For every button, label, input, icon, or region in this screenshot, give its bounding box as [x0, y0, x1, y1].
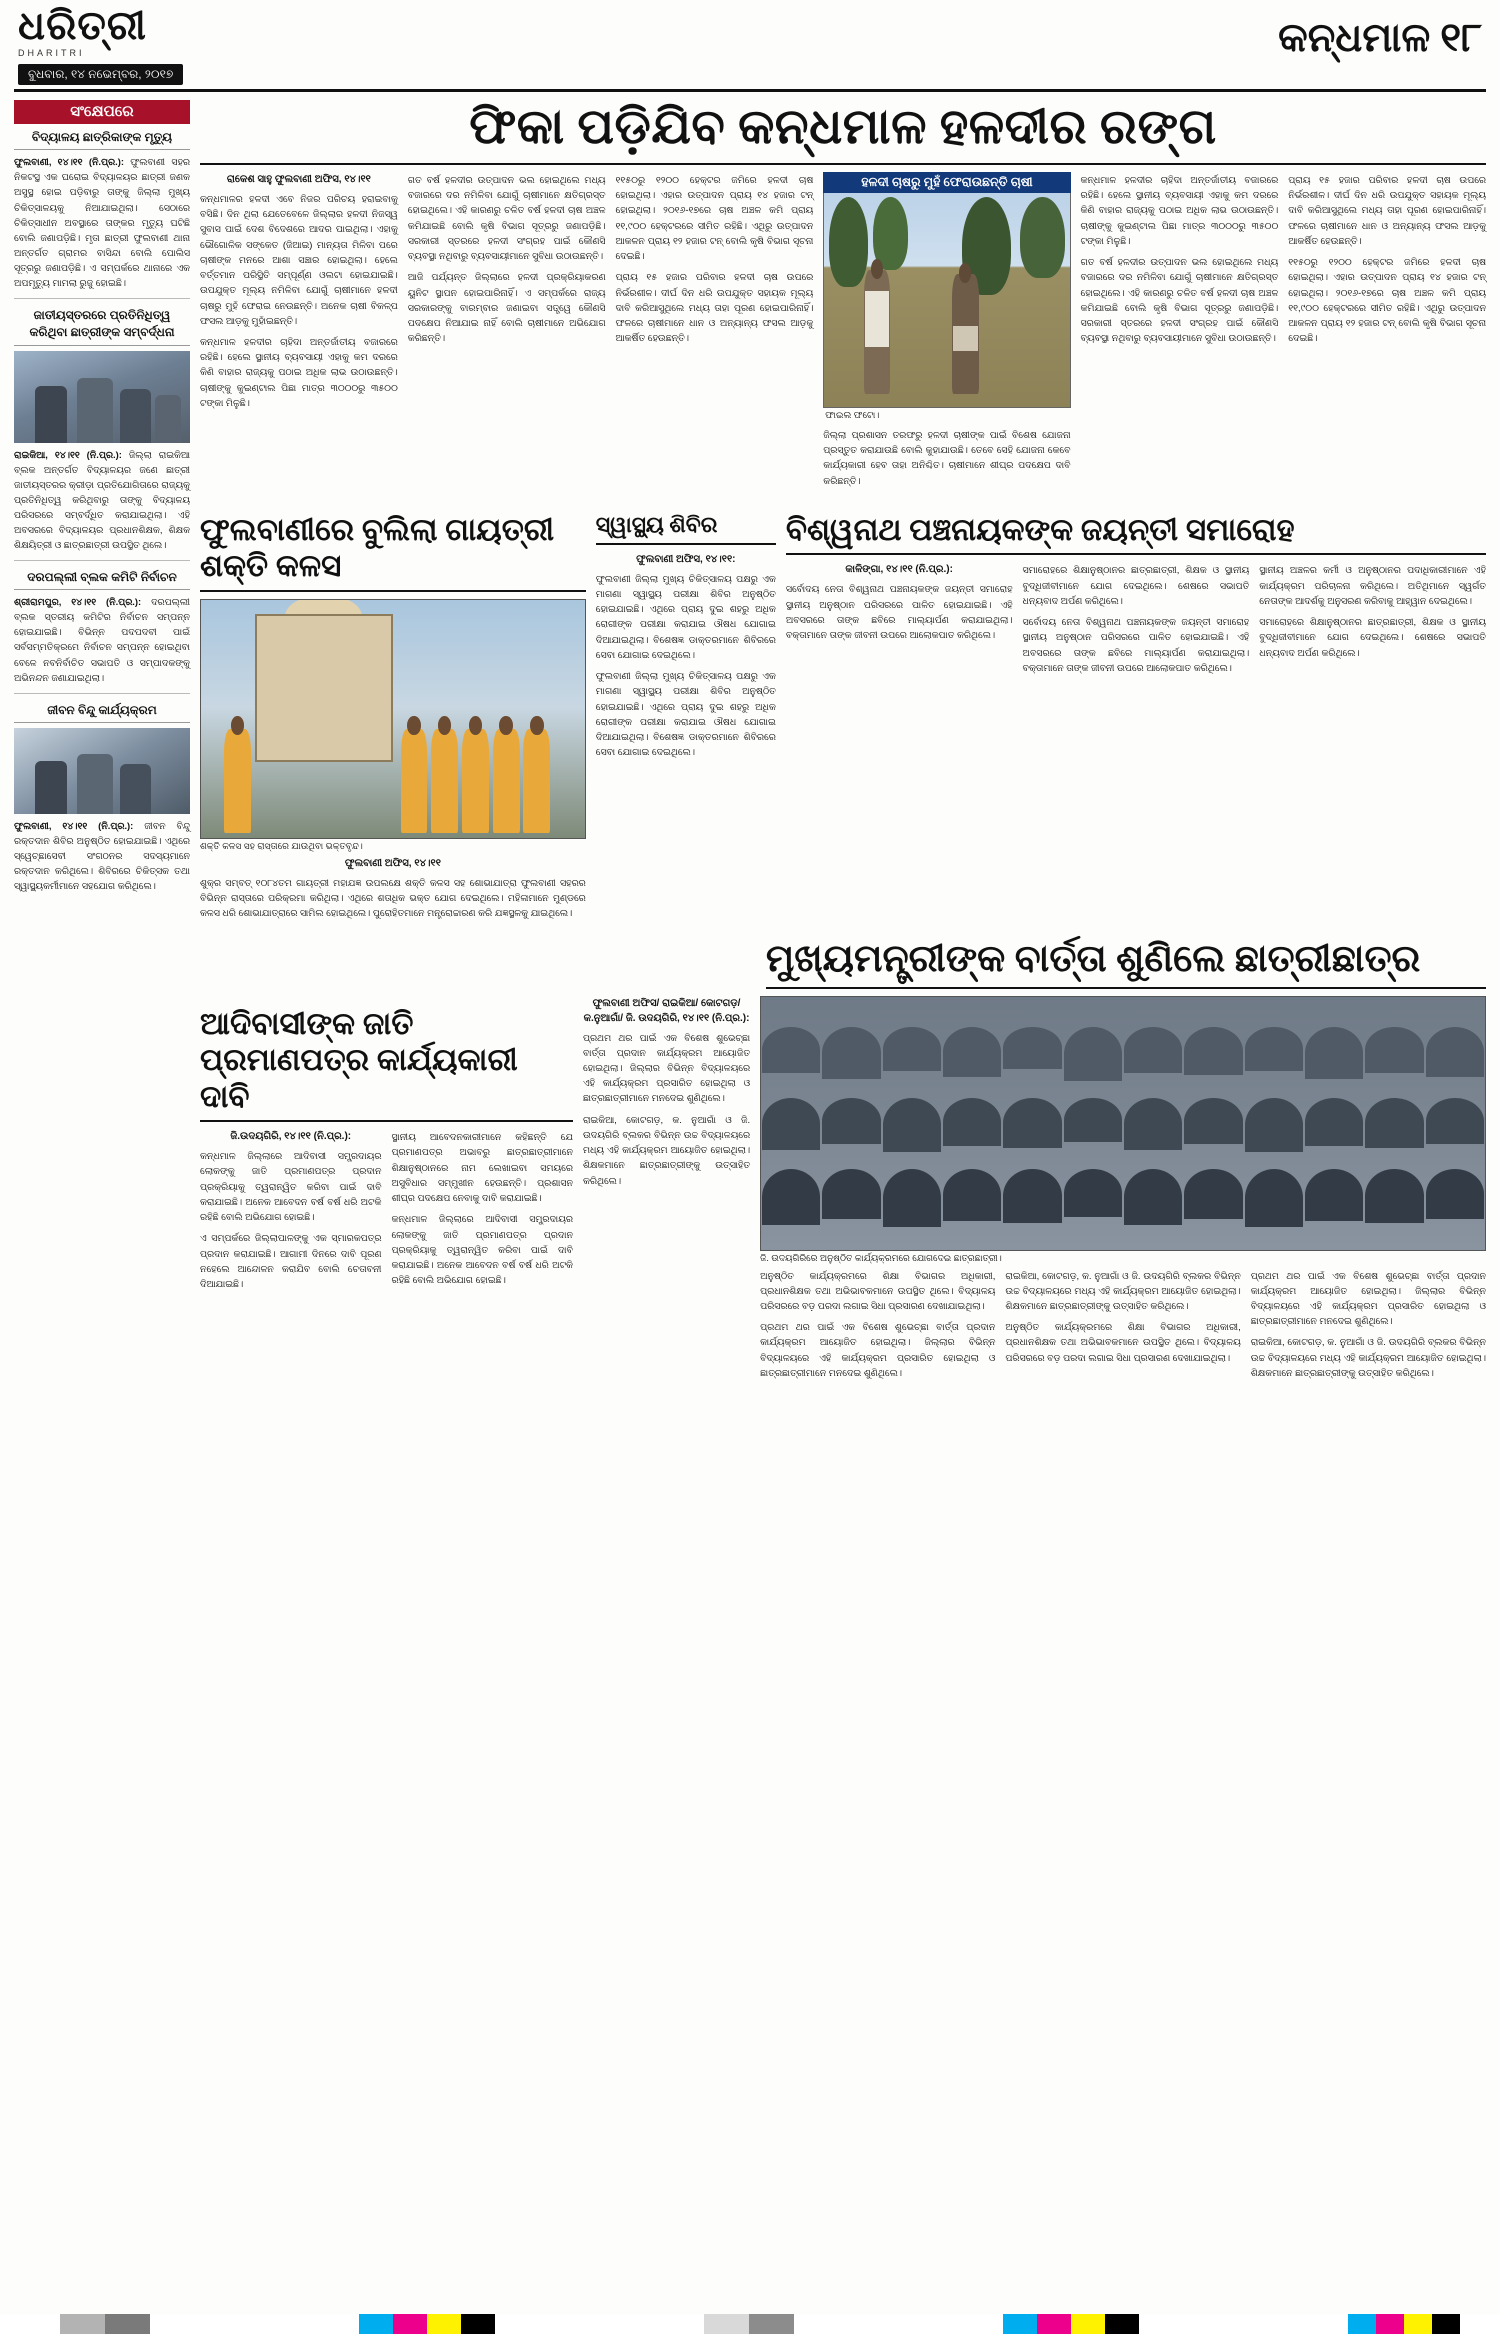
sidebar-briefs [14, 100, 190, 1386]
section-headline: ବିଶ୍ୱନାଥ ପଞ୍ଚନାୟକଙ୍କ ଜୟନ୍ତୀ ସମାରୋହ [786, 512, 1486, 556]
dateline: ଜି.ଉଦୟଗିରି, ୧୪।୧୧ (ନି.ପ୍ର.): [230, 1131, 352, 1143]
brief-dateline: ଫୁଲବାଣୀ, ୧୪।୧୧ (ନି.ପ୍ର.): [14, 156, 124, 168]
article-paragraph: ଏ ସମ୍ପର୍କରେ ଜିଲ୍ଲାପାଳଙ୍କୁ ଏକ ସ୍ମାରକପତ୍ର ପ୍ରଦାନ କରାଯାଇଛି। ଆଗାମୀ ଦିନରେ ଦାବି ପୂରଣ ନହେଲେ ଆନ୍ଦୋଳନ କରାଯିବ ବୋଲି ଚେତାବନୀ ଦିଆଯାଇଛି। [200, 1232, 382, 1290]
logo-text: ଧରିତ୍ରୀ [18, 3, 147, 48]
article-paragraph: ସର୍ବୋଦୟ ନେତା ବିଶ୍ୱନାଥ ପଞ୍ଚନାୟକଙ୍କ ଜୟନ୍ତୀ ସମାରୋହ ସ୍ଥାନୀୟ ଅନୁଷ୍ଠାନ ପରିସରରେ ପାଳିତ ହୋଇଯାଇଛି। ଏହି ଅବସରରେ ତାଙ୍କ ଛବିରେ ମାଲ୍ୟାର୍ପଣ କରାଯାଇଥିଲା। ବକ୍ତାମାନେ ତାଙ୍କ ଜୀବନୀ ଉପରେ ଆଲୋକପାତ କରିଥିଲେ। [785, 583, 1013, 641]
article-paragraph: ୧୧୫୦ରୁ ୧୨୦୦ ହେକ୍ଟର ଜମିରେ ହଳଦୀ ଚାଷ ହୋଇଥିଲା। ଏହାର ଉତ୍ପାଦନ ପ୍ରାୟ ୧୪ ହଜାର ଟନ୍ ହୋଇଥିଲା। ୨୦୧୬-୧୭ରେ ଚାଷ ଅଞ୍ଚଳ କମି ପ୍ରାୟ ୧୧,୯୦୦ ହେକ୍ଟରରେ ସୀମିତ ରହିଛି। ଏଥିରୁ ଉତ୍ପାଦନ ଆକଳନ ପ୍ରାୟ ୧୨ ହଜାର ଟନ୍ ବୋଲି କୃଷି ବିଭାଗ ସୂଚନା ଦେଇଛି। [615, 173, 814, 262]
brief-headline: ଦରପଲ୍ଲୀ ବ୍ଲକ କମିଟି ନିର୍ବାଚନ [14, 569, 190, 590]
article-paragraph: କନ୍ଧମାଳ ଜିଲ୍ଲାରେ ଆଦିବାସୀ ସମ୍ପ୍ରଦାୟର ଲୋକଙ୍କୁ ଜାତି ପ୍ରମାଣପତ୍ର ପ୍ରଦାନ ପ୍ରକ୍ରିୟାକୁ ତ୍ୱରାନ୍ୱିତ କରିବା ପାଇଁ ଦାବି କରାଯାଇଛି। ଅନେକ ଆବେଦନ ବର୍ଷ ବର୍ଷ ଧରି ଅଟକି ରହିଛି ବୋଲି ଅଭିଯୋଗ ହୋଇଛି। [391, 1213, 573, 1286]
photo-caption-top: ହଳଦୀ ଚାଷରୁ ମୁହଁ ଫେରାଉଛନ୍ତି ଚାଷୀ [823, 172, 1070, 193]
section-headline: ମୁଖ୍ୟମନ୍ତ୍ରୀଙ୍କ ବାର୍ତ୍ତା ଶୁଣିଲେ ଛାତ୍ରୀଛାତ୍ର [766, 937, 1486, 989]
section-headline: ଫୁଲବାଣୀରେ ବୁଲିଲା ଗାୟତ୍ରୀ ଶକ୍ତି କଳସ [200, 512, 586, 592]
sidebar-title: ସଂକ୍ଷେପରେ [14, 100, 190, 124]
section-gayatri [200, 502, 586, 927]
brief-text: ଫୁଲବାଣୀ ସହର ନିକଟସ୍ଥ ଏକ ଘରୋଇ ବିଦ୍ୟାଳୟର ଛାତ୍ରୀ ଜଣକ ଅସୁସ୍ଥ ହୋଇ ପଡ଼ିବାରୁ ତାଙ୍କୁ ଜିଲ୍ଲା ମୁଖ୍ୟ ଚିକିତ୍ସାଳୟକୁ ନିଆଯାଇଥିଲା। ସେଠାରେ ଚିକିତ୍ସାଧୀନ ଅବସ୍ଥାରେ ତାଙ୍କର ମୃତ୍ୟୁ ଘଟିଛି ବୋଲି ଜଣାପଡ଼ିଛି। ମୃତା ଛାତ୍ରୀ ଫୁଲବାଣୀ ଥାନା ଅନ୍ତର୍ଗତ ଗ୍ରାମର ବାସିନ୍ଦା ବୋଲି ପୋଲିସ ସୂତ୍ରରୁ ଜଣାପଡ଼ିଛି। ଏ ସମ୍ପର୍କରେ ଥାନାରେ ଏକ ଅପମୃତ୍ୟୁ ମାମଲା ରୁଜୁ ହୋଇଛି। [14, 156, 191, 288]
article-paragraph: ଗତ ବର୍ଷ ହଳଦୀର ଉତ୍ପାଦନ ଭଲ ହୋଇଥିଲେ ମଧ୍ୟ ବଜାରରେ ଦର ନମିଳିବା ଯୋଗୁଁ ଚାଷୀମାନେ କ୍ଷତିଗ୍ରସ୍ତ ହୋଇଥିଲେ। ଏହି କାରଣରୁ ଚଳିତ ବର୍ଷ ହଳଦୀ ଚାଷ ଅଞ୍ଚଳ କମିଯାଇଛି ବୋଲି କୃଷି ବିଭାଗ ସୂତ୍ରରୁ ଜଣାପଡ଼ିଛି। ସରକାରୀ ସ୍ତରରେ ହଳଦୀ ସଂଗ୍ରହ ପାଇଁ କୌଣସି ବ୍ୟବସ୍ଥା ନଥିବାରୁ ବ୍ୟବସାୟୀମାନେ ସୁବିଧା ଉଠାଉଛନ୍ତି। [407, 173, 606, 262]
lead-story [200, 172, 1486, 494]
publication-date: ବୁଧବାର, ୧୪ ନଭେମ୍ବର, ୨୦୧୭ [18, 64, 183, 85]
section-adivasi [200, 996, 573, 1387]
photo-caption-bottom: ଫାଇଲ ଫଟୋ। [825, 409, 880, 420]
article-paragraph: ଶୁକ୍ର ସମ୍ବତ୍ ୧୦୮୪ତମ ଗାୟତ୍ରୀ ମହାଯଜ୍ଞ ଉପଲକ୍ଷେ ଶକ୍ତି କଳସ ସହ ଶୋଭାଯାତ୍ରା ଫୁଲବାଣୀ ସହରର ବିଭିନ୍ନ ରାସ୍ତାରେ ପରିକ୍ରମା କରିଥିଲା। ଏଥିରେ ଶତାଧିକ ଭକ୍ତ ଯୋଗ ଦେଇଥିଲେ। ମହିଳାମାନେ ମୁଣ୍ଡରେ କଳସ ଧରି ଶୋଭାଯାତ୍ରାରେ ସାମିଲ ହୋଇଥିଲେ। ପୁରୋହିତମାନେ ମନ୍ତ୍ରୋଚ୍ଚାରଣ କରି ଯଜ୍ଞସ୍ଥଳକୁ ଯାଇଥିଲେ। [200, 876, 586, 919]
lead-headline: ଫିକା ପଡ଼ିଯିବ କନ୍ଧମାଳ ହଳଦୀର ରଙ୍ଗ [200, 100, 1486, 165]
turmeric-farmers-photo [823, 193, 1070, 408]
print-registration-bar [0, 2314, 1500, 2334]
article-paragraph: ସମାରୋହରେ ଶିକ୍ଷାନୁଷ୍ଠାନର ଛାତ୍ରଛାତ୍ରୀ, ଶିକ୍ଷକ ଓ ସ୍ଥାନୀୟ ବୁଦ୍ଧିଜୀବୀମାନେ ଯୋଗ ଦେଇଥିଲେ। ଶେଷରେ ସଭାପତି ଧନ୍ୟବାଦ ଅର୍ପଣ କରିଥିଲେ। [1022, 564, 1250, 606]
article-paragraph: ପ୍ରଥମ ଥର ପାଇଁ ଏକ ବିଶେଷ ଶୁଭେଚ୍ଛା ବାର୍ତ୍ତା ପ୍ରଦାନ କାର୍ଯ୍ୟକ୍ରମ ଆୟୋଜିତ ହୋଇଥିଲା। ଜିଲ୍ଲାର ବିଭିନ୍ନ ବିଦ୍ୟାଳୟରେ ଏହି କାର୍ଯ୍ୟକ୍ରମ ପ୍ରସାରିତ ହୋଇଥିଲା ଓ ଛାତ୍ରଛାତ୍ରୀମାନେ ମନଦେଇ ଶୁଣିଥିଲେ। [1250, 1269, 1486, 1327]
article-paragraph: ପ୍ରଥମ ଥର ପାଇଁ ଏକ ବିଶେଷ ଶୁଭେଚ୍ଛା ବାର୍ତ୍ତା ପ୍ରଦାନ କାର୍ଯ୍ୟକ୍ରମ ଆୟୋଜିତ ହୋଇଥିଲା। ଜିଲ୍ଲାର ବିଭିନ୍ନ ବିଦ୍ୟାଳୟରେ ଏହି କାର୍ଯ୍ୟକ୍ରମ ପ୍ରସାରିତ ହୋଇଥିଲା ଓ ଛାତ୍ରଛାତ୍ରୀମାନେ ମନଦେଇ ଶୁଣିଥିଲେ। [760, 1321, 996, 1378]
article-paragraph: ଅନୁଷ୍ଠିତ କାର୍ଯ୍ୟକ୍ରମରେ ଶିକ୍ଷା ବିଭାଗର ଅଧିକାରୀ, ପ୍ରଧାନଶିକ୍ଷକ ତଥା ଅଭିଭାବକମାନେ ଉପସ୍ଥିତ ଥିଲେ। ବିଦ୍ୟାଳୟ ପରିସରରେ ବଡ଼ ପରଦା ଲଗାଇ ସିଧା ପ୍ରସାରଣ ଦେଖାଯାଇଥିଲା। [760, 1269, 996, 1311]
article-paragraph: ଜିଲ୍ଲା ପ୍ରଶାସନ ତରଫରୁ ହଳଦୀ ଚାଷୀଙ୍କ ପାଇଁ ବିଶେଷ ଯୋଜନା ପ୍ରସ୍ତୁତ କରାଯାଉଛି ବୋଲି କୁହାଯାଉଛି। ତେବେ ସେହି ଯୋଜନା କେବେ କାର୍ଯ୍ୟକାରୀ ହେବ ତାହା ଅନିଶ୍ଚିତ। ଚାଷୀମାନେ ଶୀଘ୍ର ପଦକ୍ଷେପ ଦାବି କରିଛନ୍ତି। [823, 428, 1071, 486]
brief-item [14, 129, 190, 290]
divider [14, 693, 190, 694]
lead-photo-block [823, 172, 1070, 421]
divider [14, 298, 190, 299]
article-paragraph: ପ୍ରାୟ ୧୫ ହଜାର ପରିବାର ହଳଦୀ ଚାଷ ଉପରେ ନିର୍ଭରଶୀଳ। ଦୀର୍ଘ ଦିନ ଧରି ଉପଯୁକ୍ତ ସହାୟକ ମୂଲ୍ୟ ଦାବି କରିଆସୁଥିଲେ ମଧ୍ୟ ତାହା ପୂରଣ ହୋଇପାରିନାହିଁ। ଫଳରେ ଚାଷୀମାନେ ଧାନ ଓ ଅନ୍ୟାନ୍ୟ ଫସଲ ଆଡ଼କୁ ଆକର୍ଷିତ ହେଉଛନ୍ତି। [615, 271, 814, 344]
brief-item [14, 307, 190, 552]
article-paragraph: ରାଇକିଆ, କୋଟଗଡ଼, କ. ନୁଆଗାଁ ଓ ଜି. ଉଦୟଗିରି ବ୍ଲକର ବିଭିନ୍ନ ଉଚ୍ଚ ବିଦ୍ୟାଳୟରେ ମଧ୍ୟ ଏହି କାର୍ଯ୍ୟକ୍ରମ ଆୟୋଜିତ ହୋଇଥିଲା। ଶିକ୍ଷକମାନେ ଛାତ୍ରଛାତ୍ରୀଙ୍କୁ ଉତ୍ସାହିତ କରିଥିଲେ। [582, 1113, 751, 1186]
section-headline: ଆଦିବାସୀଙ୍କ ଜାତି ପ୍ରମାଣପତ୍ର କାର୍ଯ୍ୟକାରୀ ଦାବି [200, 1006, 573, 1123]
article-paragraph: ସ୍ଥାନୀୟ ଅଞ୍ଚଳର କର୍ମୀ ଓ ଅନୁଷ୍ଠାନର ପଦାଧିକାରୀମାନେ ଏହି କାର୍ଯ୍ୟକ୍ରମ ପରିଚାଳନା କରିଥିଲେ। ଅତିଥିମାନେ ସ୍ୱର୍ଗତ ନେତାଙ୍କ ଆଦର୍ଶକୁ ଅନୁସରଣ କରିବାକୁ ଆହ୍ୱାନ ଦେଇଥିଲେ। [1259, 564, 1486, 606]
dateline: ଫୁଲବାଣୀ ଅଫିସ, ୧୪।୧୧ [344, 857, 441, 869]
second-band [200, 502, 1486, 927]
article-paragraph: ଗତ ବର୍ଷ ହଳଦୀର ଉତ୍ପାଦନ ଭଲ ହୋଇଥିଲେ ମଧ୍ୟ ବଜାରରେ ଦର ନମିଳିବା ଯୋଗୁଁ ଚାଷୀମାନେ କ୍ଷତିଗ୍ରସ୍ତ ହୋଇଥିଲେ। ଏହି କାରଣରୁ ଚଳିତ ବର୍ଷ ହଳଦୀ ଚାଷ ଅଞ୍ଚଳ କମିଯାଇଛି ବୋଲି କୃଷି ବିଭାଗ ସୂତ୍ରରୁ ଜଣାପଡ଼ିଛି। ସରକାରୀ ସ୍ତରରେ ହଳଦୀ ସଂଗ୍ରହ ପାଇଁ କୌଣସି ବ୍ୟବସ୍ଥା ନଥିବାରୁ ବ୍ୟବସାୟୀମାନେ ସୁବିଧା ଉଠାଉଛନ୍ତି। [1080, 256, 1279, 344]
main-content [200, 100, 1486, 1386]
dateline: ଫୁଲବାଣୀ ଅଫିସ/ ରାଇକିଆ/ କୋଟଗଡ଼/ କ.ନୁଆଗାଁ/ ଜି. ଉଦୟଗିରି, ୧୪।୧୧ (ନି.ପ୍ର.): [583, 997, 750, 1024]
dateline: କାଳିଙ୍ଗା, ୧୪।୧୧ (ନି.ପ୍ର.): [845, 564, 953, 576]
section-swasthya [596, 502, 776, 927]
brief-item [14, 569, 190, 685]
photo-caption: ଜି. ଉଦୟଗିରିରେ ଅନୁଷ୍ଠିତ କାର୍ଯ୍ୟକ୍ରମରେ ଯୋଗଦେଇ ଛାତ୍ରଛାତ୍ରୀ। [760, 1252, 1002, 1263]
article-paragraph: ଆଜି ପର୍ଯ୍ୟନ୍ତ ଜିଲ୍ଲାରେ ହଳଦୀ ପ୍ରକ୍ରିୟାକରଣ ୟୁନିଟ ସ୍ଥାପନ ହୋଇପାରିନାହିଁ। ଏ ସମ୍ପର୍କରେ ରାଜ୍ୟ ସରକାରଙ୍କୁ ବାରମ୍ବାର ଜଣାଇବା ସତ୍ତ୍ୱେ କୌଣସି ପଦକ୍ଷେପ ନିଆଯାଇ ନାହିଁ ବୋଲି ଚାଷୀମାନେ ଅଭିଯୋଗ କରିଛନ୍ତି। [407, 271, 606, 344]
brief-dateline: ଫୁଲବାଣୀ, ୧୪।୧୧ (ନି.ପ୍ର.): [14, 819, 134, 831]
brief-text: ଦରପଲ୍ଲୀ ବ୍ଲକ ସ୍ତରୀୟ କମିଟିର ନିର୍ବାଚନ ସମ୍ପନ୍ନ ହୋଇଯାଇଛି। ବିଭିନ୍ନ ପଦପଦବୀ ପାଇଁ ସର୍ବସମ୍ମତିକ୍ରମେ ନିର୍ବାଚନ ସମ୍ପନ୍ନ ହୋଇଥିବା ବେଳେ ନବନିର୍ବାଚିତ ସଭାପତି ଓ ସମ୍ପାଦକଙ୍କୁ ଅଭିନନ୍ଦନ ଜଣାଯାଇଥିଲା। [14, 596, 190, 683]
article-paragraph: ସମାରୋହରେ ଶିକ୍ଷାନୁଷ୍ଠାନର ଛାତ୍ରଛାତ୍ରୀ, ଶିକ୍ଷକ ଓ ସ୍ଥାନୀୟ ବୁଦ୍ଧିଜୀବୀମାନେ ଯୋଗ ଦେଇଥିଲେ। ଶେଷରେ ସଭାପତି ଧନ୍ୟବାଦ ଅର୍ପଣ କରିଥିଲେ। [1259, 616, 1486, 658]
article-paragraph: କନ୍ଧମାଳ ହଳଦୀର ଚାହିଦା ଅନ୍ତର୍ଜାତୀୟ ବଜାରରେ ରହିଛି। ହେଲେ ସ୍ଥାନୀୟ ବ୍ୟବସାୟୀ ଏହାକୁ କମ ଦରରେ କିଣି ବାହାର ରାଜ୍ୟକୁ ପଠାଇ ଅଧିକ ଲାଭ ଉଠାଉଛନ୍ତି। ଚାଷୀଙ୍କୁ କୁଇଣ୍ଟାଲ ପିଛା ମାତ୍ର ୩୦୦୦ରୁ ୩୫୦୦ ଟଙ୍କା ମିଳୁଛି। [200, 335, 398, 408]
edition-name: କନ୍ଧମାଳ ୧୮ [1278, 15, 1482, 60]
article-paragraph: ଅନୁଷ୍ଠିତ କାର୍ଯ୍ୟକ୍ରମରେ ଶିକ୍ଷା ବିଭାଗର ଅଧିକାରୀ, ପ୍ରଧାନଶିକ୍ଷକ ତଥା ଅଭିଭାବକମାନେ ଉପସ୍ଥିତ ଥିଲେ। ବିଦ୍ୟାଳୟ ପରିସରରେ ବଡ଼ ପରଦା ଲଗାଇ ସିଧା ପ୍ରସାରଣ ଦେଖାଯାଇଥିଲା। [1005, 1321, 1241, 1363]
photo-caption: ଶକ୍ତି କଳସ ସହ ରାସ୍ତାରେ ଯାଉଥିବା ଭକ୍ତବୃନ୍ଦ। [200, 840, 363, 851]
brief-headline: ବିଦ୍ୟାଳୟ ଛାତ୍ରିକାଙ୍କ ମୃତ୍ୟୁ [14, 129, 190, 150]
page-body [14, 100, 1486, 1386]
logo [18, 3, 183, 85]
article-paragraph: ସର୍ବୋଦୟ ନେତା ବିଶ୍ୱନାଥ ପଞ୍ଚନାୟକଙ୍କ ଜୟନ୍ତୀ ସମାରୋହ ସ୍ଥାନୀୟ ଅନୁଷ୍ଠାନ ପରିସରରେ ପାଳିତ ହୋଇଯାଇଛି। ଏହି ଅବସରରେ ତାଙ୍କ ଛବିରେ ମାଲ୍ୟାର୍ପଣ କରାଯାଇଥିଲା। ବକ୍ତାମାନେ ତାଙ୍କ ଜୀବନୀ ଉପରେ ଆଲୋକପାତ କରିଥିଲେ। [1022, 616, 1250, 673]
brief-headline: ଜୀବନ ବିନ୍ଦୁ କାର୍ଯ୍ୟକ୍ରମ [14, 702, 190, 723]
brief-item [14, 702, 190, 894]
brief-headline: ଜାତୀୟସ୍ତରରେ ପ୍ରତିନିଧିତ୍ୱ କରିଥିବା ଛାତ୍ରୀଙ୍କ ସମ୍ବର୍ଦ୍ଧନା [14, 307, 190, 346]
section-cm-speech [766, 937, 1486, 989]
brief-photo [14, 728, 190, 814]
article-paragraph: ପ୍ରଥମ ଥର ପାଇଁ ଏକ ବିଶେଷ ଶୁଭେଚ୍ଛା ବାର୍ତ୍ତା ପ୍ରଦାନ କାର୍ଯ୍ୟକ୍ରମ ଆୟୋଜିତ ହୋଇଥିଲା। ଜିଲ୍ଲାର ବିଭିନ୍ନ ବିଦ୍ୟାଳୟରେ ଏହି କାର୍ଯ୍ୟକ୍ରମ ପ୍ରସାରିତ ହୋଇଥିଲା ଓ ଛାତ୍ରଛାତ୍ରୀମାନେ ମନଦେଇ ଶୁଣିଥିଲେ। [582, 1031, 751, 1104]
brief-photo [14, 351, 190, 443]
logo-roman: DHARITRI [18, 48, 85, 58]
article-paragraph: ୧୧୫୦ରୁ ୧୨୦୦ ହେକ୍ଟର ଜମିରେ ହଳଦୀ ଚାଷ ହୋଇଥିଲା। ଏହାର ଉତ୍ପାଦନ ପ୍ରାୟ ୧୪ ହଜାର ଟନ୍ ହୋଇଥିଲା। ୨୦୧୬-୧୭ରେ ଚାଷ ଅଞ୍ଚଳ କମି ପ୍ରାୟ ୧୧,୯୦୦ ହେକ୍ଟରରେ ସୀମିତ ରହିଛି। ଏଥିରୁ ଉତ୍ପାଦନ ଆକଳନ ପ୍ରାୟ ୧୨ ହଜାର ଟନ୍ ବୋଲି କୃଷି ବିଭାଗ ସୂଚନା ଦେଇଛି। [1288, 256, 1487, 344]
article-paragraph: କନ୍ଧମାଳର ହଳଦୀ ଏବେ ନିଜର ପରିଚୟ ହରାଇବାକୁ ବସିଛି। ଦିନ ଥିଲା ଯେତେବେଳେ ଜିଲ୍ଲାର ହଳଦୀ ନିଜସ୍ୱ ସୁବାସ ପାଇଁ ଦେଶ ବିଦେଶରେ ଆଦର ପାଇଥିଲା। ଏହାକୁ ଭୌଗୋଳିକ ସଙ୍କେତ (ଜିଆଇ) ମାନ୍ୟତା ମିଳିବା ପରେ ଚାଷୀଙ୍କ ମନରେ ଆଶା ସଞ୍ଚାର ହୋଇଥିଲା। ହେଲେ ବର୍ତ୍ତମାନ ପରିସ୍ଥିତି ସମ୍ପୂର୍ଣ୍ଣ ଓଲଟା ହୋଇଯାଇଛି। ଉପଯୁକ୍ତ ମୂଲ୍ୟ ନମିଳିବା ଯୋଗୁଁ ଚାଷୀମାନେ ହଳଦୀ ଚାଷରୁ ମୁହଁ ଫେରାଇ ନେଉଛନ୍ତି। ଅନେକ ଚାଷୀ ବିକଳ୍ପ ଫସଲ ଆଡ଼କୁ ମୁହାଁଇଛନ୍ତି। [200, 192, 398, 326]
brief-dateline: ଶ୍ରୀରାମପୁର, ୧୪।୧୧ (ନି.ପ୍ର.): [14, 596, 142, 608]
students-crowd-photo [760, 996, 1486, 1251]
section-jayanti [786, 502, 1486, 927]
brief-text: ଜିଲ୍ଲା ରାଇକିଆ ବ୍ଲକ ଅନ୍ତର୍ଗତ ବିଦ୍ୟାଳୟର ଜଣେ ଛାତ୍ରୀ ଜାତୀୟସ୍ତରର କ୍ରୀଡ଼ା ପ୍ରତିଯୋଗିତାରେ ରାଜ୍ୟକୁ ପ୍ରତିନିଧିତ୍ୱ କରିଥିବାରୁ ତାଙ୍କୁ ବିଦ୍ୟାଳୟ ପରିସରରେ ସମ୍ବର୍ଦ୍ଧିତ କରାଯାଇଥିଲା। ଏହି ଅବସରରେ ବିଦ୍ୟାଳୟର ପ୍ରଧାନଶିକ୍ଷକ, ଶିକ୍ଷକ ଶିକ୍ଷୟିତ୍ରୀ ଓ ଛାତ୍ରଛାତ୍ରୀ ଉପସ୍ଥିତ ଥିଲେ। [14, 448, 190, 550]
masthead [14, 0, 1486, 92]
dateline: ଫୁଲବାଣୀ ଅଫିସ, ୧୪।୧୧: [636, 553, 736, 565]
byline: ରାକେଶ ସାହୁ ଫୁଲବାଣୀ ଅଫିସ, ୧୪।୧୧ [226, 173, 371, 185]
article-paragraph: ସ୍ଥାନୀୟ ଆବେଦନକାରୀମାନେ କହିଛନ୍ତି ଯେ ପ୍ରମାଣପତ୍ର ଅଭାବରୁ ଛାତ୍ରଛାତ୍ରୀମାନେ ଶିକ୍ଷାନୁଷ୍ଠାନରେ ନାମ ଲେଖାଇବା ସମୟରେ ଅସୁବିଧାର ସମ୍ମୁଖୀନ ହେଉଛନ୍ତି। ପ୍ରଶାସନ ଶୀଘ୍ର ପଦକ୍ଷେପ ନେବାକୁ ଦାବି କରାଯାଇଛି। [391, 1131, 573, 1204]
article-paragraph: କନ୍ଧମାଳ ଜିଲ୍ଲାରେ ଆଦିବାସୀ ସମ୍ପ୍ରଦାୟର ଲୋକଙ୍କୁ ଜାତି ପ୍ରମାଣପତ୍ର ପ୍ରଦାନ ପ୍ରକ୍ରିୟାକୁ ତ୍ୱରାନ୍ୱିତ କରିବା ପାଇଁ ଦାବି କରାଯାଇଛି। ଅନେକ ଆବେଦନ ବର୍ଷ ବର୍ଷ ଧରି ଅଟକି ରହିଛି ବୋଲି ଅଭିଯୋଗ ହୋଇଛି। [200, 1150, 382, 1223]
brief-dateline: ରାଇକିଆ, ୧୪।୧୧ (ନି.ପ୍ର.): [14, 448, 122, 460]
divider [14, 560, 190, 561]
section-headline: ସ୍ୱାସ୍ଥ୍ୟ ଶିବିର [596, 512, 776, 545]
article-paragraph: ପ୍ରାୟ ୧୫ ହଜାର ପରିବାର ହଳଦୀ ଚାଷ ଉପରେ ନିର୍ଭରଶୀଳ। ଦୀର୍ଘ ଦିନ ଧରି ଉପଯୁକ୍ତ ସହାୟକ ମୂଲ୍ୟ ଦାବି କରିଆସୁଥିଲେ ମଧ୍ୟ ତାହା ପୂରଣ ହୋଇପାରିନାହିଁ। ଫଳରେ ଚାଷୀମାନେ ଧାନ ଓ ଅନ୍ୟାନ୍ୟ ଫସଲ ଆଡ଼କୁ ଆକର୍ଷିତ ହେଉଛନ୍ତି। [1288, 173, 1487, 246]
article-paragraph: କନ୍ଧମାଳ ହଳଦୀର ଚାହିଦା ଅନ୍ତର୍ଜାତୀୟ ବଜାରରେ ରହିଛି। ହେଲେ ସ୍ଥାନୀୟ ବ୍ୟବସାୟୀ ଏହାକୁ କମ ଦରରେ କିଣି ବାହାର ରାଜ୍ୟକୁ ପଠାଇ ଅଧିକ ଲାଭ ଉଠାଉଛନ୍ତି। ଚାଷୀଙ୍କୁ କୁଇଣ୍ଟାଲ ପିଛା ମାତ୍ର ୩୦୦୦ରୁ ୩୫୦୦ ଟଙ୍କା ମିଳୁଛି। [1080, 173, 1279, 246]
article-paragraph: ରାଇକିଆ, କୋଟଗଡ଼, କ. ନୁଆଗାଁ ଓ ଜି. ଉଦୟଗିରି ବ୍ଲକର ବିଭିନ୍ନ ଉଚ୍ଚ ବିଦ୍ୟାଳୟରେ ମଧ୍ୟ ଏହି କାର୍ଯ୍ୟକ୍ରମ ଆୟୋଜିତ ହୋଇଥିଲା। ଶିକ୍ଷକମାନେ ଛାତ୍ରଛାତ୍ରୀଙ୍କୁ ଉତ୍ସାହିତ କରିଥିଲେ। [1005, 1269, 1241, 1311]
article-paragraph: ଫୁଲବାଣୀ ଜିଲ୍ଲା ମୁଖ୍ୟ ଚିକିତ୍ସାଳୟ ପକ୍ଷରୁ ଏକ ମାଗଣା ସ୍ୱାସ୍ଥ୍ୟ ପରୀକ୍ଷା ଶିବିର ଅନୁଷ୍ଠିତ ହୋଇଯାଇଛି। ଏଥିରେ ପ୍ରାୟ ଦୁଇ ଶହରୁ ଅଧିକ ରୋଗୀଙ୍କ ପରୀକ୍ଷା କରାଯାଇ ଔଷଧ ଯୋଗାଇ ଦିଆଯାଇଥିଲା। ବିଶେଷଜ୍ଞ ଡାକ୍ତରମାନେ ଶିବିରରେ ସେବା ଯୋଗାଇ ଦେଇଥିଲେ। [595, 670, 776, 758]
brief-text: ଜୀବନ ବିନ୍ଦୁ ରକ୍ତଦାନ ଶିବିର ଅନୁଷ୍ଠିତ ହୋଇଯାଇଛି। ଏଥିରେ ସ୍ୱେଚ୍ଛାସେବୀ ସଂଗଠନର ସଦସ୍ୟମାନେ ରକ୍ତଦାନ କରିଥିଲେ। ଶିବିରରେ ଚିକିତ୍ସକ ତଥା ସ୍ୱାସ୍ଥ୍ୟକର୍ମୀମାନେ ସହଯୋଗ କରିଥିଲେ। [14, 819, 190, 892]
article-paragraph: ଫୁଲବାଣୀ ଜିଲ୍ଲା ମୁଖ୍ୟ ଚିକିତ୍ସାଳୟ ପକ୍ଷରୁ ଏକ ମାଗଣା ସ୍ୱାସ୍ଥ୍ୟ ପରୀକ୍ଷା ଶିବିର ଅନୁଷ୍ଠିତ ହୋଇଯାଇଛି। ଏଥିରେ ପ୍ରାୟ ଦୁଇ ଶହରୁ ଅଧିକ ରୋଗୀଙ୍କ ପରୀକ୍ଷା କରାଯାଇ ଔଷଧ ଯୋଗାଇ ଦିଆଯାଇଥିଲା। ବିଶେଷଜ୍ଞ ଡାକ୍ତରମାନେ ଶିବିରରେ ସେବା ଯୋଗାଇ ଦେଇଥିଲେ। [595, 572, 776, 660]
gayatri-procession-photo [200, 599, 586, 839]
article-paragraph: ରାଇକିଆ, କୋଟଗଡ଼, କ. ନୁଆଗାଁ ଓ ଜି. ଉଦୟଗିରି ବ୍ଲକର ବିଭିନ୍ନ ଉଚ୍ଚ ବିଦ୍ୟାଳୟରେ ମଧ୍ୟ ଏହି କାର୍ଯ୍ୟକ୍ରମ ଆୟୋଜିତ ହୋଇଥିଲା। ଶିକ୍ଷକମାନେ ଛାତ୍ରଛାତ୍ରୀଙ୍କୁ ଉତ୍ସାହିତ କରିଥିଲେ। [1250, 1336, 1486, 1378]
